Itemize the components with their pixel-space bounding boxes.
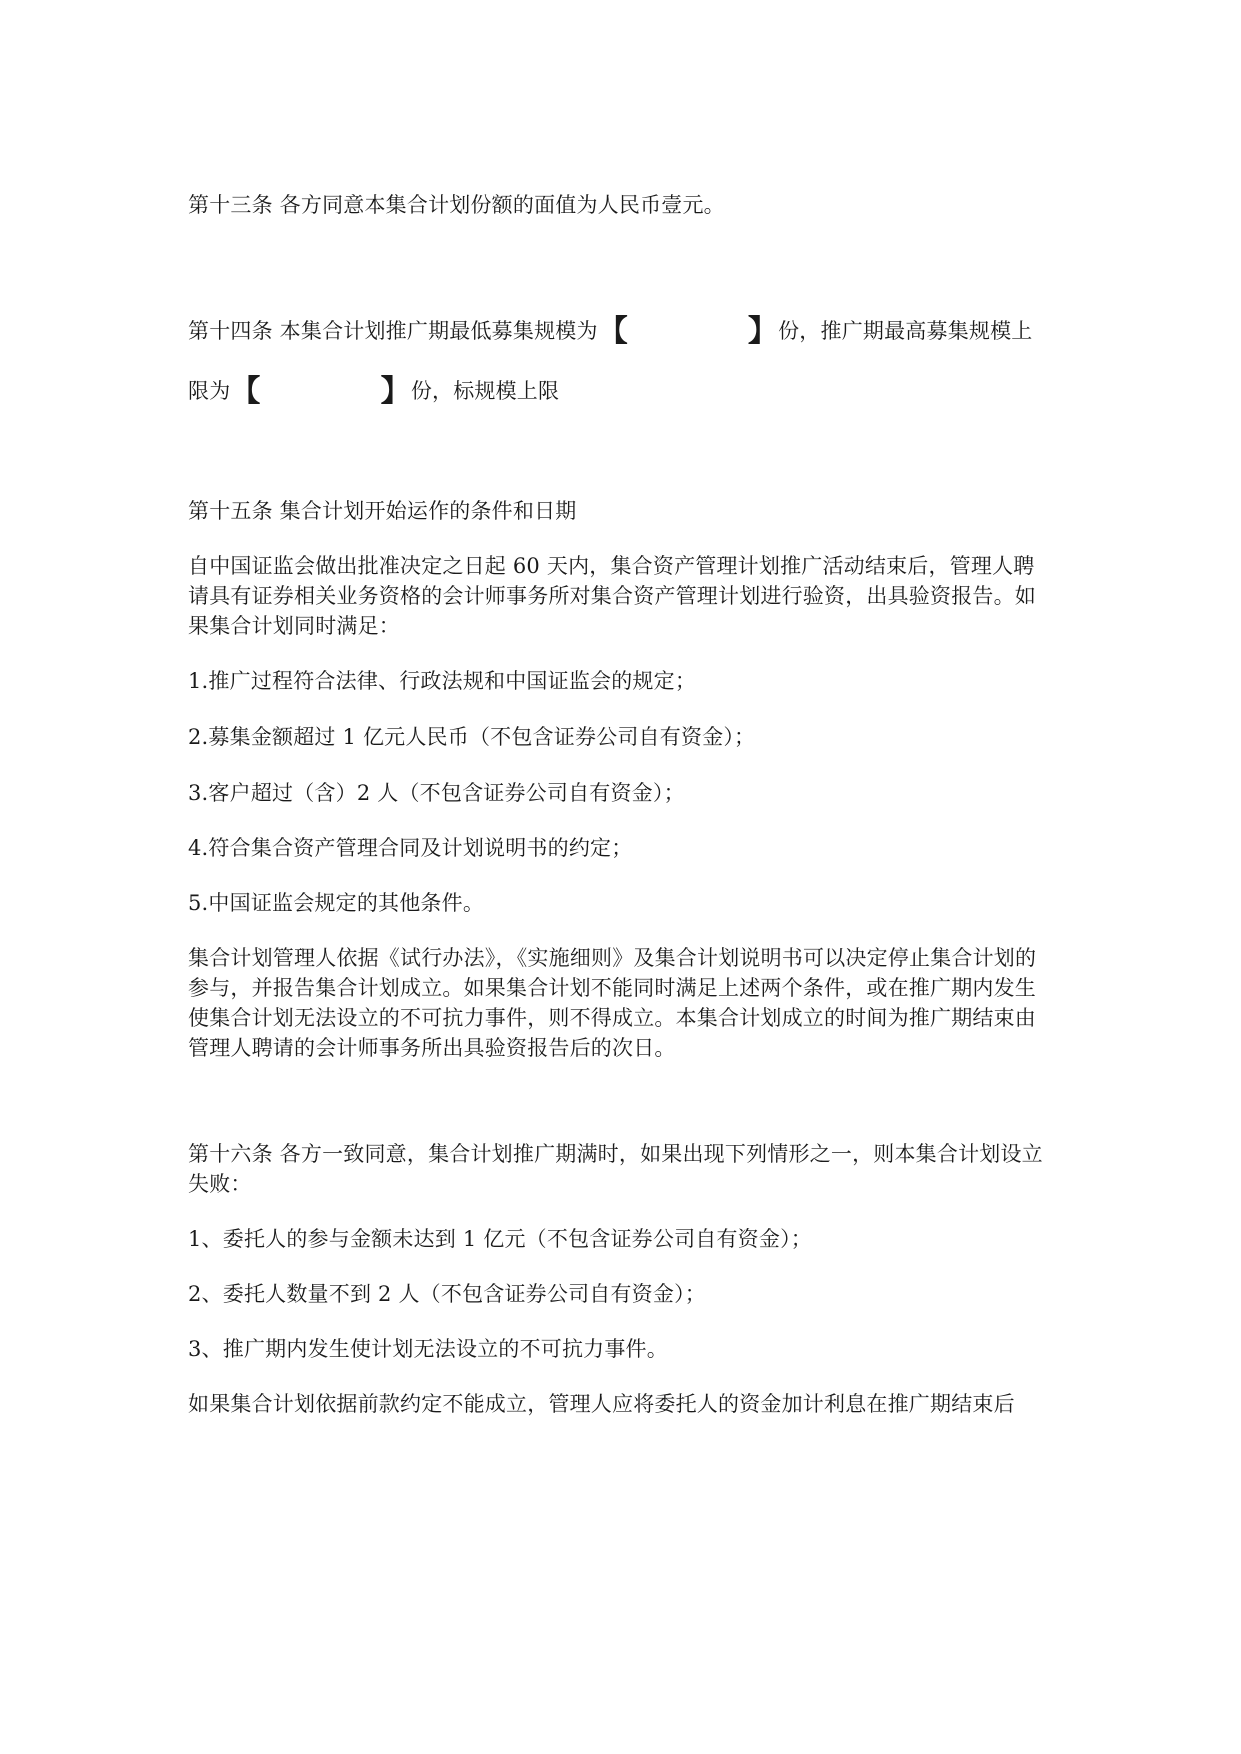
bracket-close: 】 — [747, 314, 779, 349]
failure-item-2: 2、委托人数量不到 2 人（不包含证券公司自有资金）； — [188, 1282, 706, 1306]
condition-1: 1.推广过程符合法律、行政法规和中国证监会的规定； — [188, 669, 697, 693]
bracket-open: 【 — [230, 374, 261, 409]
article-14-line-2-suffix: 份，标规模上限 — [410, 379, 560, 403]
article-15-closing: 集合计划管理人依据《试行办法》，《实施细则》及集合计划说明书可以决定停止集合计划的参与，并报告集合计划成立。如果集合计划不能同时满足上述两个条件，或在推广期内发生使集合计划无法设立的不可抗力事件，则不得成立。本集合计划成立的时间为推广期结束由管理人聘请的会计师事务所出具验资报告后的次日。 — [188, 946, 1037, 1060]
condition-2: 2.募集金额超过 1 亿元人民币（不包含证券公司自有资金）； — [188, 725, 756, 749]
article-16-title: 第十六条 各方一致同意，集合计划推广期满时，如果出现下列情形之一，则本集合计划设立失败： — [188, 1142, 1043, 1196]
article-15-title: 第十五条 集合计划开始运作的条件和日期 — [188, 499, 577, 523]
article-14-line-2-prefix: 限为 — [188, 379, 231, 403]
condition-5: 5.中国证监会规定的其他条件。 — [188, 891, 485, 915]
article-13: 第十三条 各方同意本集合计划份额的面值为人民币壹元。 — [188, 193, 725, 217]
failure-item-1: 1、委托人的参与金额未达到 1 亿元（不包含证券公司自有资金）； — [188, 1227, 812, 1251]
condition-3: 3.客户超过（含）2 人（不包含证券公司自有资金）； — [188, 781, 685, 805]
article-16-closing: 如果集合计划依据前款约定不能成立，管理人应将委托人的资金加计利息在推广期结束后 — [188, 1392, 1015, 1416]
bracket-open: 【 — [597, 314, 628, 349]
article-14-line-1 — [188, 316, 1058, 347]
article-14-line-2 — [188, 376, 1058, 407]
failure-item-3: 3、推广期内发生使计划无法设立的不可抗力事件。 — [188, 1337, 668, 1361]
bracket-close: 】 — [380, 374, 411, 409]
condition-4: 4.符合集合资产管理合同及计划说明书的约定； — [188, 836, 633, 860]
article-14-line-1-suffix: 份，推广期最高募集规模上 — [778, 319, 1033, 343]
article-14-line-1-prefix: 第十四条 本集合计划推广期最低募集规模为 — [188, 319, 598, 343]
article-15-intro: 自中国证监会做出批准决定之日起 60 天内，集合资产管理计划推广活动结束后，管理人聘请具有证券相关业务资格的会计师事务所对集合资产管理计划进行验资，出具验资报告。如果集合计划同时满足： — [188, 554, 1036, 638]
